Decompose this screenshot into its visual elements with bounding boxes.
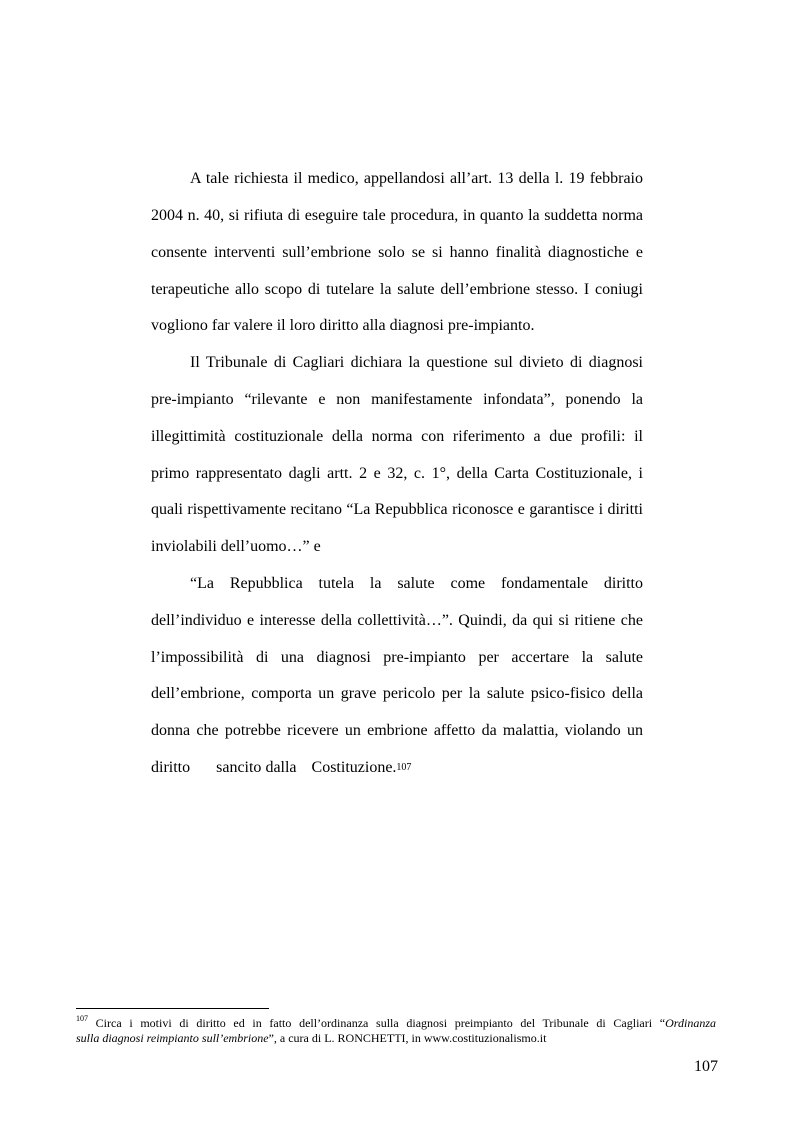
paragraph-line: consente interventi sull’embrione solo se si hanno finalità diagnostiche e — [151, 244, 643, 261]
footnote-reference[interactable]: 107 — [396, 762, 412, 773]
word: diritto — [151, 759, 191, 776]
footnote-number: 107 — [76, 1014, 88, 1023]
footnote-italic: sulla diagnosi reimpianto sull’embrione — [76, 1031, 269, 1045]
footnote-line — [76, 1031, 716, 1046]
paragraph-line: “La Repubblica tutela la salute come fondamentale diritto — [190, 575, 643, 592]
footnote-separator — [76, 1008, 269, 1009]
footnote-text: Circa i motivi di diritto ed in fatto dell’ordinanza sulla diagnosi preimpianto del Tribunale di Cagliari “ — [88, 1016, 666, 1030]
paragraph-line: 2004 n. 40, si rifiuta di eseguire tale procedura, in quanto la suddetta norma — [151, 207, 643, 224]
paragraph-line: quali rispettivamente recitano “La Repubblica riconosce e garantisce i diritti — [151, 501, 643, 518]
paragraph-line: dell’individuo e interesse della collettività…”. Quindi, da qui si ritiene che — [151, 612, 643, 629]
word: sancito — [216, 759, 262, 776]
footnote-line — [76, 1016, 716, 1031]
paragraph-line: l’impossibilità di una diagnosi pre-impianto per accertare la salute — [151, 649, 643, 666]
paragraph-line: donna che potrebbe ricevere un embrione affetto da malattia, violando un — [151, 722, 643, 739]
paragraph-line: vogliono far valere il loro diritto alla diagnosi pre-impianto. — [151, 317, 535, 334]
paragraph-line: dell’embrione, comporta un grave pericolo per la salute psico-fisico della — [151, 685, 643, 702]
paragraph-line: inviolabili dell’uomo…” e — [151, 538, 321, 555]
word: dalla — [265, 759, 297, 776]
paragraph-line: pre-impianto “rilevante e non manifestamente infondata”, ponendo la — [151, 391, 643, 408]
paragraph-line: Il Tribunale di Cagliari dichiara la questione sul divieto di diagnosi — [190, 354, 643, 371]
page-number: 107 — [694, 1058, 718, 1075]
footnote-text: ”, a cura di L. RONCHETTI, in www.costituzionalismo.it — [268, 1031, 547, 1045]
word: Costituzione. — [311, 759, 397, 776]
footnote-italic: Ordinanza — [665, 1016, 716, 1030]
paragraph-line: terapeutiche allo scopo di tutelare la salute dell’embrione stesso. I coniugi — [151, 281, 643, 298]
paragraph-last-line — [151, 758, 643, 778]
paragraph-line: primo rappresentato dagli artt. 2 e 32, c. 1°, della Carta Costituzionale, i — [151, 465, 643, 482]
paragraph-line: A tale richiesta il medico, appellandosi all’art. 13 della l. 19 febbraio — [190, 170, 643, 187]
paragraph-line: illegittimità costituzionale della norma con riferimento a due profili: il — [151, 428, 643, 445]
